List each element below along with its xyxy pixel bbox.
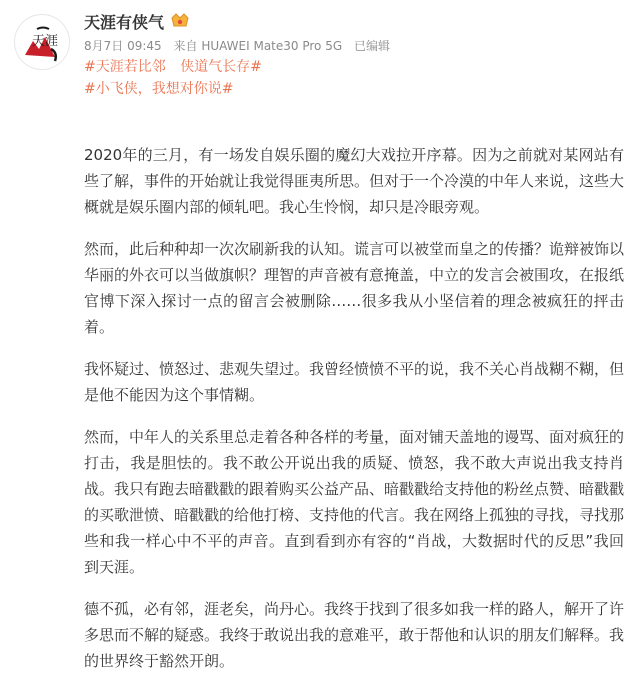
post-paragraph: 德不孤，必有邻，涯老矣，尚丹心。我终于找到了很多如我一样的路人，解开了许多思而不解的疑惑。我终于敢说出我的意难平，敢于帮他和认识的朋友们解释。我的世界终于豁然开朗。 (84, 600, 625, 670)
post-source: 来自 HUAWEI Mate30 Pro 5G (173, 39, 343, 53)
hashtag-row-1 (84, 56, 624, 78)
hashtag-row-2 (84, 78, 624, 100)
avatar-text: 天涯 (31, 34, 59, 49)
hashtag[interactable]: #天涯若比邻 (84, 59, 166, 75)
post-header (84, 6, 624, 100)
avatar-calligraphy-icon (15, 15, 70, 70)
post-paragraph: 然而，中年人的关系里总走着各种各样的考量，面对铺天盖地的谩骂、面对疯狂的打击，我是胆怯的。我不敢公开说出我的质疑、愤怒，我不敢大声说出我支持肖战。我只有跑去暗戳戳的跟着购买公益产品、暗戳戳给支持他的粉丝点赞、暗戳戳的买歌泄愤、暗戳戳的给他打榜、支持他的代言。我在网络上孤独的寻找，寻找那些和我一样心中不平的声音。直到看到亦有容的“肖战，大数据时代的反思”我回到天涯。 (84, 428, 625, 576)
post-date[interactable]: 8月7日 09:45 (84, 39, 162, 53)
username[interactable]: 天涯有侠气 (84, 12, 165, 32)
hashtag[interactable]: 侠道气长存# (180, 59, 262, 75)
post-paragraph: 我怀疑过、愤怒过、悲观失望过。我曾经愤愤不平的说，我不关心肖战糊不糊，但是他不能因为这个事情糊。 (84, 360, 625, 404)
hashtag[interactable]: #小飞侠，我想对你说# (84, 81, 234, 97)
post-paragraph: 2020年的三月，有一场发自娱乐圈的魔幻大戏拉开序幕。因为之前就对某网站有些了解，事件的开始就让我觉得匪夷所思。但对于一个冷漠的中年人来说，这些大概就是娱乐圈内部的倾轧吧。我心生怜悯，却只是冷眼旁观。 (84, 146, 625, 216)
post-meta (84, 36, 624, 56)
name-row (84, 6, 624, 36)
post-paragraph: 然而，此后种种却一次次刷新我的认知。谎言可以被堂而皇之的传播？诡辩被饰以华丽的外衣可以当做旗帜？理智的声音被有意掩盖，中立的发言会被围攻，在报纸官博下深入探讨一点的留言会被删除……很多我从小坚信着的理念被疯狂的抨击着。 (84, 240, 625, 336)
avatar[interactable] (14, 14, 70, 70)
fan-badge-icon[interactable] (170, 12, 190, 30)
edited-label[interactable]: 已编辑 (353, 39, 390, 53)
post-body (84, 142, 624, 690)
